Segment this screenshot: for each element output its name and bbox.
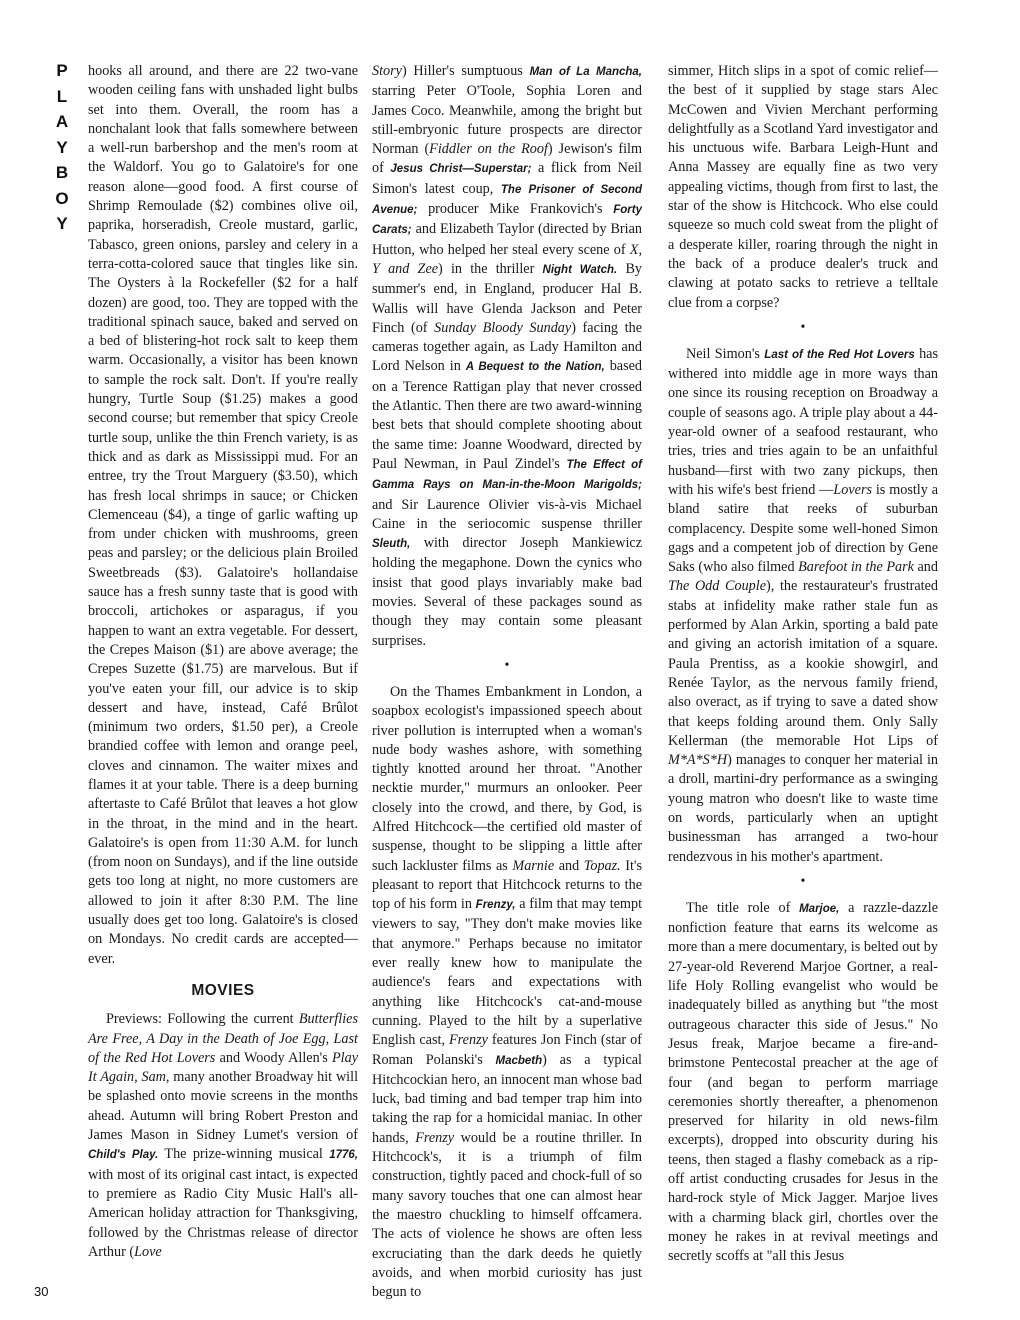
masthead-letter: Y (56, 137, 68, 157)
paragraph-previews-cont: Story) Hiller's sumptuous Man of La Mancha, starring Peter O'Toole, Sophia Loren and James Coco. Meanwhile, among the bright but still-embryonic future prospects are director Norman (Fiddler on the Roof) Jewison's film of Jesus Christ—Superstar; a flick from Neil Simon's latest coup, The Prisoner of Second Avenue; producer Mike Frankovich's Forty Carats; and Elizabeth Taylor (directed by Brian Hutton, who helped her steal every scene of X, Y and Zee) in the thriller Night Watch. By summer's end, in England, producer Hal B. Wallis will have Glenda Jackson and Peter Finch (of Sunday Bloody Sunday) facing the cameras together again, as Lady Hamilton and Lord Nelson in A Bequest to the Nation, based on a Terence Rattigan play that never crossed the Atlantic. Then there are two award-winning best bets that should complete shooting about the same time: Joanne Woodward, directed by Paul Newman, in Paul Zindel's The Effect of Gamma Rays on Man-in-the-Moon Marigolds; and Sir Laurence Olivier vis-à-vis Michael Caine in the seriocomic suspense thriller Sleuth, with director Joseph Mankiewicz holding the megaphone. Down the cynics who insist that good plays invariably make bad movies. Several of these packages sound as though they may contain some pleasant surprises. (372, 63, 643, 649)
paragraph-red-hot-lovers: Neil Simon's Last of the Red Hot Lovers has withered into middle age in more ways than one since its rousing reception on Broadway a couple of seasons ago. A triple play about a 44-year-old owner of a seafood restaurant, who tries, tries and tries again to be an unfaithful husband—first with two zany pickups, then with his wife's best friend —Lovers is mostly a bland satire that reeks of suburban complacency. Despite some well-honed Simon gags and a competent job of direction by Gene Saks (who also filmed Barefoot in the Park and The Odd Couple), the restaurateur's frustrated stabs at infidelity make rather stale fun as performed by Alan Arkin, sporting a bald pate and giving an actorish imitation of a square. Paula Prentiss, as a kookie showgirl, and Renée Taylor, as the nervous family friend, also overact, as if trying to save a dated show that keeps folding around them. Only Sally Kellerman (the memorable Hot Lips of M*A*S*H) manages to conquer her material in a droll, martini-dry performance as a swinging young matron who doesn't like to waste time on words, particularly when an uptight businessman has arranged a two-hour rendezvous in his mother's apartment. (668, 345, 939, 865)
paragraph-galatoires: hooks all around, and there are 22 two-vane wooden ceiling fans with unshaded light bulbs set into them. Overall, the room has a nonchalant look that falls somewhere between a well-run barbershop and the men's room at the Waldorf. You go to Galatoire's for one reason alone—good food. A first course of Shrimp Remoulade ($2) combines olive oil, paprika, horseradish, Creole mustard, garlic, Tabasco, green onions, parsley and celery in a terra-cotta-colored sauce that tingles like sin. The Oysters à la Rockefeller ($2 for a half dozen) are good, too. They are topped with the traditional spinach sauce, baked and served on a bed of blistering-hot rock salt to keep them warm. Occasionally, a visitor has been known to sample the rock salt. Don't. If you're really hungry, Turtle Soup ($1.25) makes a good second course; but remember that spicy Creole turtle soup, unlike the thin French variety, is as thick and as dark as Mississippi mud. For an entree, try the Trout Marguery ($3.50), which has fresh local shrimps in sauce; or Chicken Clemenceau ($4), a tinge of garlic wafting up from under chicken with mushrooms, green peas and parsley; or the delicious plain Broiled Sweetbreads ($3). Galatoire's hollandaise sauce has a fresh sunny taste that is good with broccoli, artichokes or asparagus, if you happen to want an extra vegetable. For dessert, the Crepes Maison ($1) are above average; the Crepes Suzette ($1.75) are marvelous. But if you've eaten your fill, our advice is to skip dessert and have, instead, Café Brûlot (minimum two orders, $1.50 per), a Creole brandied coffee with lemon and orange peel, cloves and cinnamon. The waiter mixes and flames it at your table. There is a deep burning aftertaste to Café Brûlot that leaves a hot glow in the throat, in the mind and in the heart. Galatoire's is open from 11:30 A.M. for lunch (from noon on Sundays), and if the line outside gets too long at night, no more customers are allowed to join it after 8:30 P.M. The line usually does get too long. Galatoire's is closed on Mondays. No credit cards are accepted—ever. (88, 63, 358, 967)
masthead-letter: O (55, 188, 69, 208)
section-separator: • (800, 319, 806, 335)
masthead-letter: Y (56, 214, 68, 233)
column-1 (88, 62, 358, 1262)
masthead-letter: L (56, 86, 68, 106)
paragraph-frenzy: On the Thames Embankment in London, a soapbox ecologist's impassioned speech about river pollution is interrupted when a woman's nude body washes ashore, with something tightly knotted around her throat. "Another necktie murder," murmurs an onlooker. Peer closely into the crowd, and there, by God, is Alfred Hitchcock—the certified old master of suspense, thought to be slipping a little after such lackluster films as Marnie and Topaz. It's pleasant to report that Hitchcock returns to the top of his form in Frenzy, a film that may tempt viewers to say, "They don't make movies like that anymore." Perhaps because no imitator ever really knew how to manipulate the audience's fears and expectations with anything like Hitchcock's cat-and-mouse cunning. Played to the hilt by a superlative English cast, Frenzy features Jon Finch (star of Roman Polanski's Macbeth) as a typical Hitchcockian hero, an innocent man whose bad luck, bad timing and bad temper trap him into taking the rap for a homicidal maniac. In other hands, Frenzy would be a routine thriller. In Hitchcock's, it is a triumph of film construction, tightly paced and chock-full of so many savory touches that one can almost hear the maestro chuckling to himself offcamera. The acts of violence he shows are often less excruciating than the dark deeds he quietly avoids, and when morbid curiosity has just begun to (372, 683, 643, 1301)
section-separator: • (504, 657, 510, 673)
section-heading-movies: MOVIES (191, 981, 255, 999)
playboy-masthead (52, 58, 72, 237)
paragraph-marjoe: The title role of Marjoe, a razzle-dazzle nonfiction feature that earns its welcome as more than a mere documentary, is belted out by 27-year-old Reverend Marjoe Gortner, a real-life Holy Rolling evangelist who would be inadequately billed as anything but "the most outrageous character this side of Jesus." No Jesus freak, Marjoe became a fire-and-brimstone Pentecostal preacher at the age of four (and began to perform marriage ceremonies shortly thereafter, a phenomenon preserved for hilarity in old news-film excerpts), dropped into obscurity during his teens, then staged a flashy comeback as a rip-off artist conducting crusades for Jesus in the hard-rock style of Mick Jagger. Marjoe lives with a charming black girl, chortles over the money he rakes in at revival meetings and secretly scoffs at "all this Jesus (668, 899, 939, 1265)
paragraph-previews: Previews: Following the current Butterflies Are Free, A Day in the Death of Joe Egg, Last of the Red Hot Lovers and Woody Allen's Play It Again, Sam, many another Broadway hit will be splashed onto movie screens in the months ahead. Autumn will bring Robert Preston and James Mason in Sidney Lumet's version of Child's Play. The prize-winning musical 1776, with most of its original cast intact, is expected to premiere as Radio City Music Hall's all-American holiday attraction for Thanksgiving, followed by the Christmas release of director Arthur (Love (88, 1011, 359, 1260)
column-3 (668, 62, 938, 1267)
masthead-letter: A (55, 112, 69, 131)
column-2 (372, 62, 642, 1302)
section-separator: • (800, 873, 806, 889)
masthead-letter: B (55, 163, 69, 182)
paragraph-frenzy-cont: simmer, Hitch slips in a spot of comic relief—the best of it supplied by stage stars Alec McCowen and Vivien Merchant performing delightfully as a Scotland Yard investigator and his unctuous wife. Barbara Leigh-Hunt and Anna Massey are equally fine as two very appealing victims, though from first to last, the star of the show is Hitchcock. Who else could squeeze so much cold sweat from the plight of a desperate killer, roaring through the night in the back of a produce dealer's truck and clawing at potato sacks to retrieve a telltale clue from a corpse? (668, 63, 938, 311)
masthead-letter: P (56, 61, 68, 80)
page-number: 30 (34, 1284, 49, 1299)
